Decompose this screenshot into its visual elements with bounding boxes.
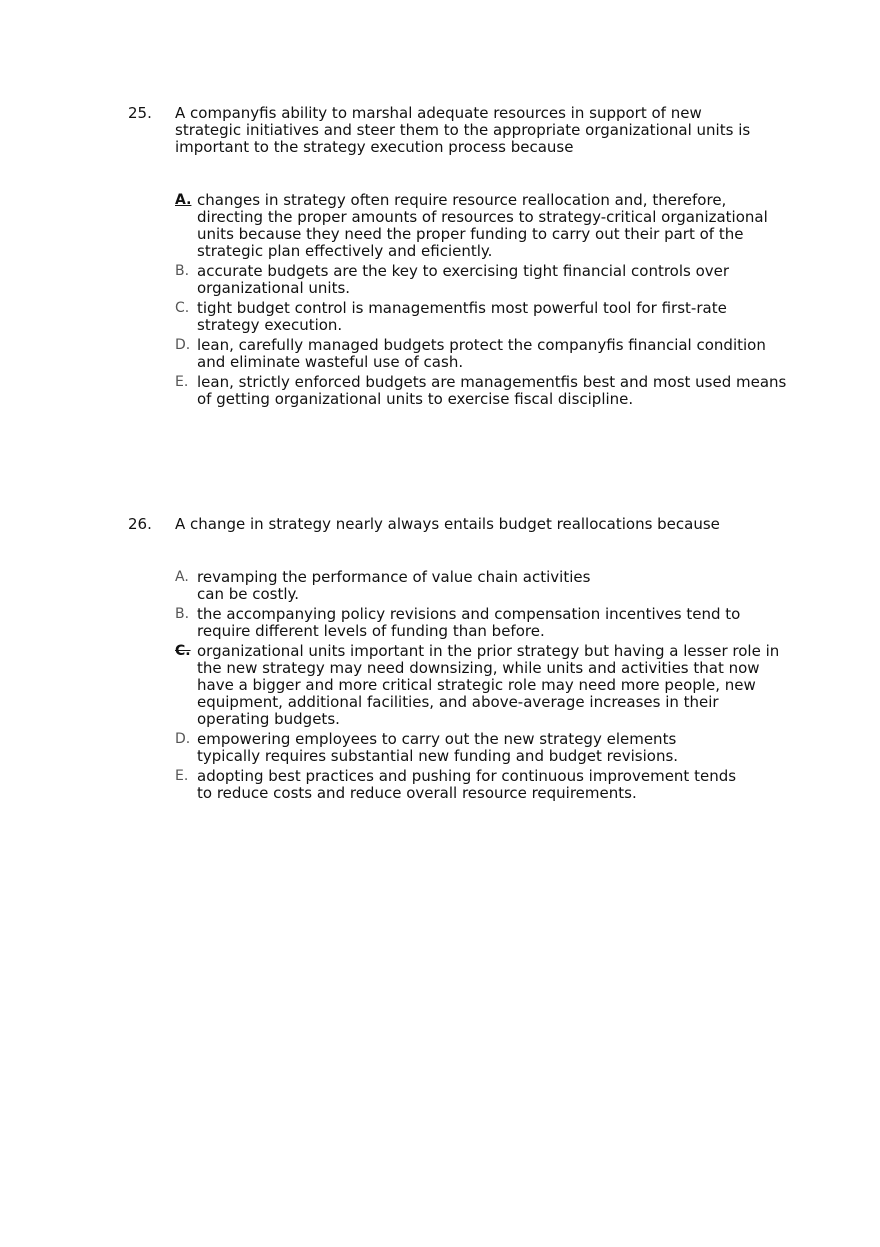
choice-letter: B.: [175, 263, 190, 279]
question-number: 26.: [128, 515, 152, 533]
choice-letter: B.: [175, 606, 190, 622]
question-stem: A change in strategy nearly always entails budget reallocations because: [175, 515, 720, 533]
choice-text: lean, carefully managed budgets protect the companyfis financial condition and eliminate wasteful use of cash.: [197, 336, 766, 371]
choice-a: [175, 569, 788, 603]
choice-text: empowering employees to carry out the new strategy elements typically requires substantial new funding and budget revisions.: [197, 730, 679, 765]
choice-text: lean, strictly enforced budgets are managementfis best and most used means of getting organizational units to exercise fiscal discipline.: [197, 373, 787, 408]
choice-text: accurate budgets are the key to exercising tight financial controls over organizational units.: [197, 262, 730, 297]
choice-letter-correct: A.: [175, 192, 192, 208]
choice-e: [175, 768, 788, 802]
answer-choices: [175, 569, 788, 802]
choice-letter-correct: C.: [175, 643, 191, 659]
choice-text: tight budget control is managementfis most powerful tool for first-rate strategy execution.: [197, 299, 727, 334]
choice-text: the accompanying policy revisions and compensation incentives tend to require different levels of funding than before.: [197, 605, 741, 640]
question-25: [128, 105, 788, 411]
choice-text: adopting best practices and pushing for continuous improvement tends to reduce costs and reduce overall resource requirements.: [197, 767, 737, 802]
choice-b: [175, 263, 788, 297]
choice-d: [175, 337, 788, 371]
choice-text: organizational units important in the prior strategy but having a lesser role in the new strategy may need downsizing, while units and activities that now have a bigger and more critical strategic role may need more people, new equipment, additional facilities, and above-average increases in their operating budgets.: [197, 642, 780, 728]
choice-d: [175, 731, 788, 765]
choice-letter: C.: [175, 300, 190, 316]
choice-text: changes in strategy often require resource reallocation and, therefore, directing the proper amounts of resources to strategy-critical organizational units because they need the proper funding to carry out their part of the strategic plan effectively and eficiently.: [197, 191, 768, 260]
answer-choices: [175, 192, 788, 408]
choice-e: [175, 374, 788, 408]
choice-letter: D.: [175, 731, 191, 747]
question-number: 25.: [128, 104, 152, 122]
choice-c: [175, 643, 788, 728]
choice-letter: D.: [175, 337, 191, 353]
question-header: [128, 516, 788, 533]
question-stem: A companyfis ability to marshal adequate resources in support of new strategic initiatives and steer them to the appropriate organizational units is important to the strategy execution process because: [175, 104, 751, 156]
question-26: [128, 516, 788, 805]
choice-c: [175, 300, 788, 334]
choice-a: [175, 192, 788, 260]
choice-letter: E.: [175, 374, 189, 390]
question-header: [128, 105, 788, 156]
choice-letter: E.: [175, 768, 189, 784]
choice-text: revamping the performance of value chain activities can be costly.: [197, 568, 591, 603]
choice-b: [175, 606, 788, 640]
choice-letter: A.: [175, 569, 189, 585]
